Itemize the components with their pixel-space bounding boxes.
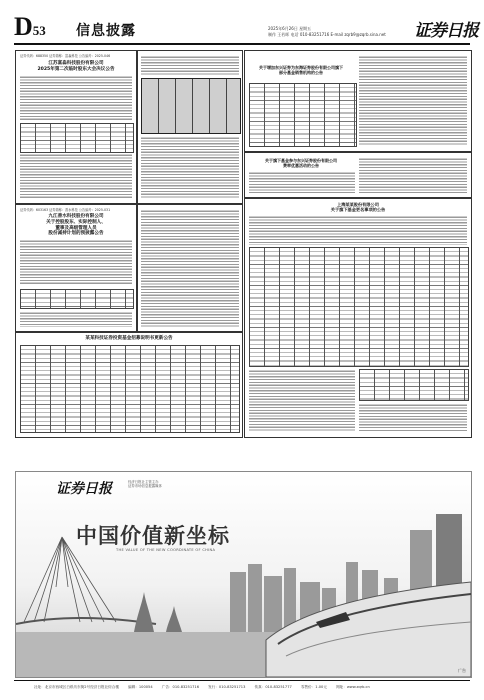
notice-body-4a [249, 171, 355, 193]
fund-info-table [20, 345, 240, 433]
notice-title-4: 关于旗下基金参与东兴证券股份有限公司 费率优惠活动的公告 [265, 158, 337, 168]
notice-title-7: 某某科技证券投资基金招募说明书更新公告 [85, 336, 173, 341]
issue-meta [268, 26, 408, 38]
footer-fax: 传真：010-83251777 [254, 685, 292, 689]
notice-title-6: 上海某某股份有限公司 关于旗下基金更名事项的公告 [330, 202, 386, 213]
notice-block-7 [15, 332, 243, 438]
notice-block-4 [244, 152, 472, 198]
page-code-letter: D [14, 12, 33, 41]
notice-body-6c [359, 403, 467, 431]
page-code [14, 12, 46, 42]
ad-tag: 广告 [458, 668, 466, 673]
notice-block-3 [244, 50, 472, 152]
ad-slogan: 中国价值新坐标 [76, 524, 230, 548]
footer-postcode: 编辑：100054 [128, 685, 153, 689]
issue-date: 2025年6月26日 星期五 [268, 26, 312, 31]
fund-rename-table-2 [359, 369, 469, 401]
notice-title-3: 关于增加东兴证券为东海证券股份有限公司旗下 部分基金销售机构的公告 [259, 65, 343, 75]
ad-illustration [16, 472, 471, 677]
footer-dist-phone: 发行：010-83251713 [208, 685, 246, 689]
notice-body-1b [20, 153, 132, 199]
notice-table-1 [20, 123, 134, 153]
notice-title-2: 九江善水科技股份有限公司 关于控股股东、实际控制人、 董事及高级管理人员 股份减持计划的预披露公告 [46, 214, 106, 237]
notice-block-2-cont [137, 204, 243, 332]
footer-price: 零售价：1.00元 [300, 685, 327, 689]
water [16, 632, 276, 677]
notice-body-1a [20, 75, 132, 121]
fund-list-table [249, 83, 357, 147]
notice-block-1 [15, 50, 137, 204]
vote-table [141, 78, 241, 134]
notice-block-6 [244, 198, 472, 438]
section-title: 信息披露 [76, 23, 136, 39]
footer-ad-phone: 广告：010-83251716 [161, 685, 199, 689]
ad-logo: 证券日报 [56, 481, 112, 497]
notice-body-2a [20, 239, 132, 285]
notice-table-2 [20, 289, 134, 309]
notice-header-line: 证券代码：688350 证券简称：富淼科技 公告编号：2025-046 [20, 54, 111, 58]
newspaper-logo: 证券日报 [414, 21, 478, 41]
notice-body-1d [141, 136, 239, 198]
header-rule [14, 43, 470, 45]
notice-body-4b [359, 157, 467, 193]
ad-logo-sub: 经济日报社主管主办 证券市场信息披露媒体 [128, 480, 162, 489]
sculpture-icon [134, 592, 182, 632]
notice-header-line-2: 证券代码：603163 证券简称：善水科技 公告编号：2025-031 [20, 208, 111, 212]
notice-body-1c [141, 55, 239, 75]
notice-title-1: 江苏富淼科技股份有限公司 2025年第二次临时股东大会决议公告 [37, 61, 115, 72]
advertisement [15, 471, 472, 678]
issue-contact: 制作 王若晖 电话 010-83251716 E-mail zqrb9@zqrb.sina.net [268, 32, 386, 37]
footer [14, 680, 470, 693]
footer-address: 社址：北京市西城区白纸坊东街2号经济日报社综合楼 [34, 685, 119, 689]
notice-body-2b [20, 311, 132, 327]
page-code-number: 53 [32, 23, 46, 38]
notice-block-2 [15, 204, 137, 332]
ad-slogan-en: THE VALUE OF THE NEW COORDINATE OF CHINA [116, 548, 216, 552]
footer-website: 网址：www.zqrb.cn [336, 685, 370, 689]
notice-block-1-cont [137, 50, 243, 204]
notice-body-6a [249, 215, 467, 245]
fund-rename-table [249, 247, 469, 367]
notice-body-3 [359, 55, 467, 145]
notice-body-2c [141, 209, 239, 327]
notice-body-6b [249, 369, 355, 431]
